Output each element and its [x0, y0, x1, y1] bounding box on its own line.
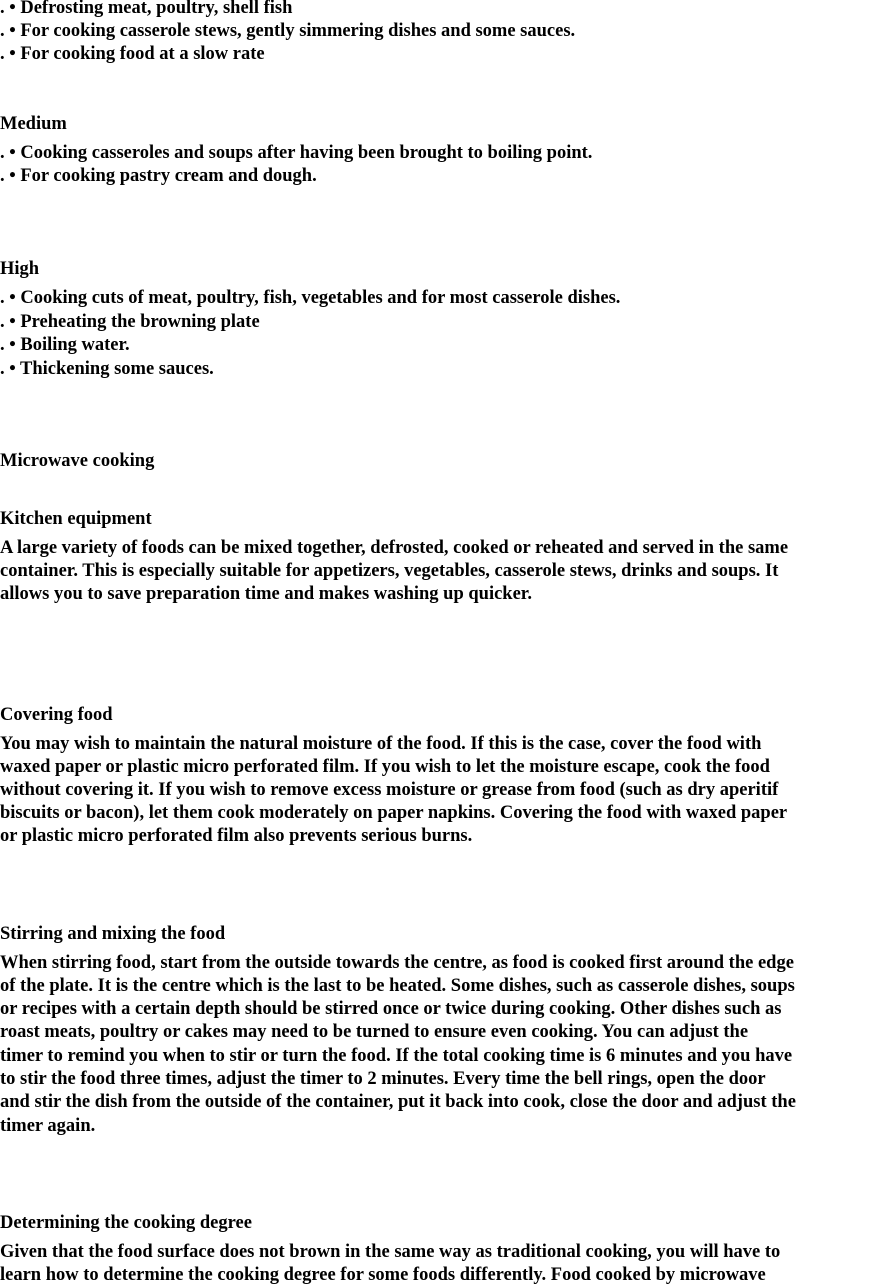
covering-food-text-line: or plastic micro perforated film also prevents serious burns.: [0, 826, 473, 846]
covering-food-text-line: You may wish to maintain the natural moisture of the food. If this is the case, cover the food with: [0, 734, 762, 754]
covering-food-text-line: waxed paper or plastic micro perforated film. If you wish to let the moisture escape, cook the food: [0, 757, 770, 777]
cooking-degree-text-line: learn how to determine the cooking degree for some foods differently. Food cooked by microwave: [0, 1265, 766, 1285]
high-bullet-boiling-water: . • Boiling water.: [0, 335, 130, 355]
stirring-mixing-text-line: of the plate. It is the centre which is the last to be heated. Some dishes, such as casserole dishes, soups: [0, 976, 795, 996]
kitchen-equipment-text-line: container. This is especially suitable for appetizers, vegetables, casserole stews, drinks and soups. It: [0, 561, 779, 581]
stirring-mixing-text-line: to stir the food three times, adjust the timer to 2 minutes. Every time the bell rings, open the door: [0, 1069, 766, 1089]
medium-bullet-casseroles-soups: . • Cooking casseroles and soups after having been brought to boiling point.: [0, 143, 593, 163]
stirring-mixing-text-line: When stirring food, start from the outside towards the centre, as food is cooked first around the edge: [0, 953, 794, 973]
stirring-mixing-text-line: and stir the dish from the outside of the container, put it back into cook, close the door and adjust the: [0, 1092, 796, 1112]
kitchen-equipment-text-line: allows you to save preparation time and makes washing up quicker.: [0, 584, 532, 604]
high-heading: High: [0, 259, 40, 279]
stirring-mixing-heading: Stirring and mixing the food: [0, 924, 226, 944]
covering-food-heading: Covering food: [0, 705, 113, 725]
microwave-cooking-heading: Microwave cooking: [0, 451, 155, 471]
kitchen-equipment-text-line: A large variety of foods can be mixed together, defrosted, cooked or reheated and served in the same: [0, 538, 789, 558]
high-bullet-thickening: . • Thickening some sauces.: [0, 359, 214, 379]
medium-bullet-pastry: . • For cooking pastry cream and dough.: [0, 166, 317, 186]
low-bullet-defrosting: . • Defrosting meat, poultry, shell fish: [0, 0, 293, 18]
high-bullet-browning-plate: . • Preheating the browning plate: [0, 312, 260, 332]
stirring-mixing-text-line: timer to remind you when to stir or turn the food. If the total cooking time is 6 minutes and you have: [0, 1046, 793, 1066]
stirring-mixing-text-line: timer again.: [0, 1116, 96, 1136]
high-bullet-cuts-of-meat: . • Cooking cuts of meat, poultry, fish, vegetables and for most casserole dishes.: [0, 288, 621, 308]
covering-food-text-line: biscuits or bacon), let them cook moderately on paper napkins. Covering the food with waxed paper: [0, 803, 788, 823]
low-bullet-slow-rate: . • For cooking food at a slow rate: [0, 44, 265, 64]
stirring-mixing-text-line: roast meats, poultry or cakes may need to be turned to ensure even cooking. You can adjust the: [0, 1022, 749, 1042]
covering-food-text-line: without covering it. If you wish to remove excess moisture or grease from food (such as dry aperitif: [0, 780, 779, 800]
low-bullet-casserole: . • For cooking casserole stews, gently simmering dishes and some sauces.: [0, 21, 576, 41]
kitchen-equipment-heading: Kitchen equipment: [0, 509, 152, 529]
cooking-degree-text-line: Given that the food surface does not brown in the same way as traditional cooking, you will have to: [0, 1242, 781, 1262]
medium-heading: Medium: [0, 114, 67, 134]
cooking-degree-heading: Determining the cooking degree: [0, 1213, 252, 1233]
stirring-mixing-text-line: or recipes with a certain depth should be stirred once or twice during cooking. Other dishes such as: [0, 999, 782, 1019]
